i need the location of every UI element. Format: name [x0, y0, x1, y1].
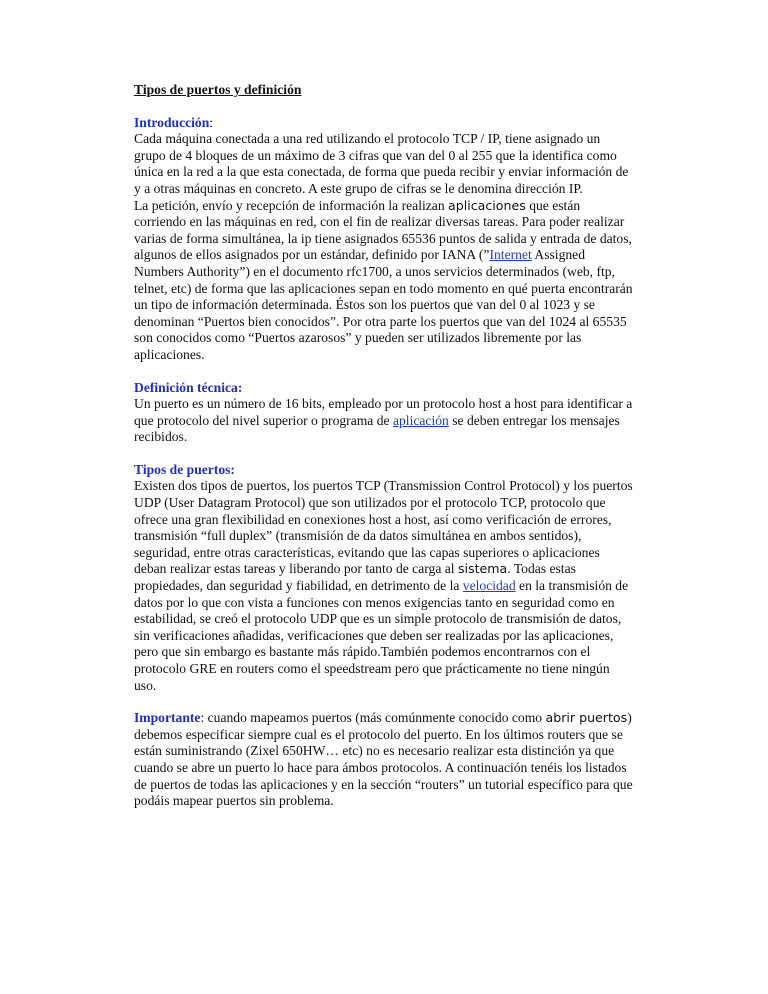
tipos-text-b: . Todas estas propiedades, dan seguridad y fiabilidad, en detrimento de la: [134, 561, 576, 594]
document-page: [134, 82, 634, 826]
aplicacion-link[interactable]: aplicación: [392, 412, 449, 428]
section-importante: [134, 710, 634, 810]
sistema-term: sistema: [457, 561, 508, 577]
aplicaciones-term: aplicaciones: [448, 197, 526, 213]
importante-text-b: ) debemos especificar siempre cual es el protocolo del puerto. En los últimos routers que se están suministrando (Zixel 650HW… etc) no es necesario realizar esta distinción ya que cuando se abre un puerto lo hace para ámbos protocolos. A continuación tenéis los listados de puertos de todas las aplicaciones y en la sección “routers” un tutorial específico para que podáis mapear puertos sin problema.: [134, 710, 633, 809]
internet-link[interactable]: Internet: [489, 247, 532, 263]
intro-text-2b: que están corriendo en las máquinas en red, con el fin de realizar diversas tareas. Para poder realizar varias de forma simultánea, la ip tiene asignados 65536 puntos de salida y entrada de datos, algunos de ellos asignados por un estándar, definido por IANA (”: [134, 197, 632, 263]
intro-paragraph-1: [134, 115, 634, 198]
importante-text-a: : cuando mapeamos puertos (más comúnmente conocido como: [200, 710, 546, 726]
importante-paragraph: [134, 710, 634, 810]
intro-heading-colon: :: [209, 114, 214, 130]
tipos-paragraph: [134, 462, 634, 694]
intro-paragraph-2: [134, 198, 634, 364]
intro-text-2a: La petición, envío y recepción de información la realizan: [134, 197, 449, 213]
section-definicion-tecnica: [134, 380, 634, 446]
document-title: Tipos de puertos y definición: [134, 82, 302, 97]
tipos-heading: Tipos de puertos:: [134, 461, 235, 477]
definicion-text-a: Un puerto es un número de 16 bits, empleado por un protocolo host a host para identificar a que protocolo del nivel superior o programa de: [134, 396, 633, 428]
definicion-text-b: se deben entregar los mensajes recibidos.: [134, 412, 620, 445]
section-tipos-de-puertos: [134, 462, 634, 694]
section-introduccion: [134, 115, 634, 364]
importante-heading: Importante: [134, 710, 201, 726]
intro-text-2c: Assigned Numbers Authority”) en el documento rfc1700, a unos servicios determinados (web, ftp, telnet, etc) de forma que las aplicaciones sepan en todo momento en qué puerta encontrarán un tipo de información determinada. Éstos son los puertos que van del 0 al 1023 y se denominan “Puertos bien conocidos”. Por otra parte los puertos que van del 1024 al 65535 son conocidos como “Puertos azarosos” y pueden ser utilizados libremente por las aplicaciones.: [134, 247, 633, 362]
intro-text-1: Cada máquina conectada a una red utilizando el protocolo TCP / IP, tiene asignado un grupo de 4 bloques de un máximo de 3 cifras que van del 0 al 255 que la identifica como única en la red a la que esta conectada, de forma que pueda recibir y enviar información de y a otras máquinas en concreto. A este grupo de cifras se le denomina dirección IP.: [134, 131, 629, 196]
intro-heading: Introducción: [134, 114, 210, 130]
velocidad-link[interactable]: velocidad: [462, 578, 516, 594]
tipos-text-a: Existen dos tipos de puertos, los puertos TCP (Transmission Control Protocol) y los puertos UDP (User Datagram Protocol) que son utilizados por el protocolo TCP, protocolo que ofrece una gran flexibilidad en conexiones host a host, así como verificación de errores, transmisión “full duplex” (transmisión de da datos simultánea en ambos sentidos), seguridad, entre otras características, evitando que las capas superiores o aplicaciones deban realizar estas tareas y liberando por tanto de carga al: [134, 478, 633, 577]
definicion-paragraph: [134, 380, 634, 446]
definicion-heading: Definición técnica:: [134, 379, 243, 395]
tipos-text-c: en la transmisión de datos por lo que con vista a funciones con menos exigencias tanto en seguridad como en estabilidad, se creó el protocolo UDP que es un simple protocolo de transmisión de datos, sin verificaciones añadidas, verificaciones que deben ser realizadas por las aplicaciones, pero que sin embargo es bastante más rápido.También podemos encontrarnos con el protocolo GRE en routers como el speedstream pero que prácticamente no tiene ningún uso.: [134, 578, 629, 693]
abrir-puertos-term: abrir puertos: [545, 710, 628, 726]
